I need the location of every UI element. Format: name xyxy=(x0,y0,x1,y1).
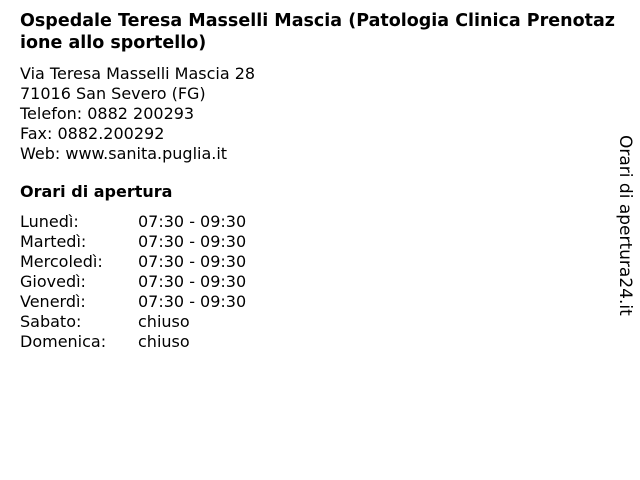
hours-row-monday xyxy=(20,212,620,232)
address-block xyxy=(20,64,620,164)
time-value: 07:30 - 09:30 xyxy=(138,212,247,231)
phone-number: Telefon: 0882 200293 xyxy=(20,104,195,123)
day-label: Mercoledì: xyxy=(20,252,103,271)
hours-row-wednesday xyxy=(20,252,620,272)
time-value: chiuso xyxy=(138,312,190,331)
day-label: Giovedì: xyxy=(20,272,86,291)
day-label: Lunedì: xyxy=(20,212,79,231)
opening-hours-table xyxy=(20,212,620,352)
time-value: 07:30 - 09:30 xyxy=(138,252,247,271)
day-label: Venerdì: xyxy=(20,292,86,311)
fax-number: Fax: 0882.200292 xyxy=(20,124,165,143)
opening-hours-heading: Orari di apertura xyxy=(20,182,173,201)
hours-row-tuesday xyxy=(20,232,620,252)
hours-row-friday xyxy=(20,292,620,312)
hours-row-thursday xyxy=(20,272,620,292)
city-address: 71016 San Severo (FG) xyxy=(20,84,206,103)
time-value: 07:30 - 09:30 xyxy=(138,272,247,291)
business-card xyxy=(20,10,620,352)
hours-row-saturday xyxy=(20,312,620,332)
time-value: chiuso xyxy=(138,332,190,351)
time-value: 07:30 - 09:30 xyxy=(138,232,247,251)
street-address: Via Teresa Masselli Mascia 28 xyxy=(20,64,256,83)
site-watermark: Orari di apertura24.it xyxy=(615,135,635,316)
day-label: Martedì: xyxy=(20,232,87,251)
time-value: 07:30 - 09:30 xyxy=(138,292,247,311)
website: Web: www.sanita.puglia.it xyxy=(20,144,228,163)
hours-row-sunday xyxy=(20,332,620,352)
business-title: Ospedale Teresa Masselli Mascia (Patologia Clinica Prenotazione allo sportello) xyxy=(20,11,615,53)
day-label: Sabato: xyxy=(20,312,82,331)
day-label: Domenica: xyxy=(20,332,107,351)
